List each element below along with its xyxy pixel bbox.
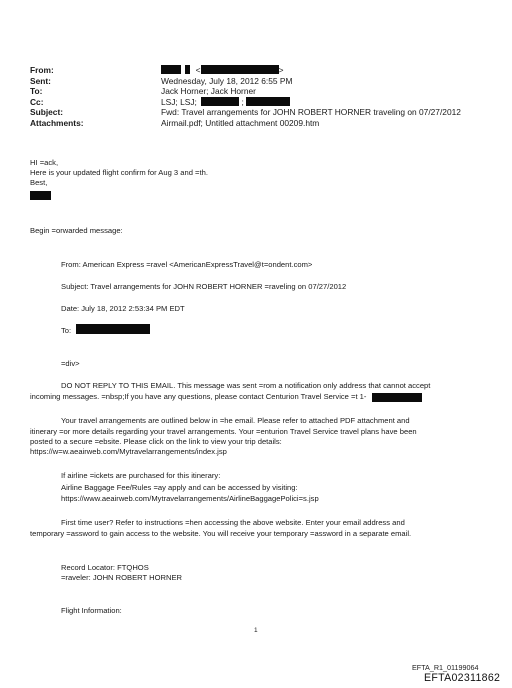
forwarded-to-label: To: bbox=[61, 326, 72, 335]
header-cc-row: Cc: LSJ; LSJ; ; bbox=[30, 97, 500, 108]
div-tag-text: =div> bbox=[61, 359, 80, 368]
sent-value: Wednesday, July 18, 2012 6:55 PM bbox=[161, 75, 293, 86]
email-header bbox=[30, 65, 500, 128]
header-to-row bbox=[30, 86, 500, 97]
sign-off-text: Best, bbox=[30, 178, 48, 187]
paragraph-3-line-1: If airline =ickets are purchased for this itinerary: bbox=[61, 471, 221, 480]
to-value: Jack Horner; Jack Horner bbox=[161, 86, 256, 96]
footer-large-id: EFTA02311862 bbox=[424, 672, 501, 684]
attachments-value: Airmail.pdf; Untitled attachment 00209.htm bbox=[161, 117, 320, 128]
begin-forwarded-text: Begin =orwarded message: bbox=[30, 226, 123, 235]
forwarded-subject-text: Subject: Travel arrangements for JOHN ROBERT HORNER =raveling on 07/27/2012 bbox=[61, 282, 347, 291]
subject-value: Fwd: Travel arrangements for JOHN ROBERT HORNER traveling on 07/27/2012 bbox=[161, 107, 461, 117]
intro-text: Here is your updated flight confirm for Aug 3 and =th. bbox=[30, 168, 208, 177]
from-bracket-close: > bbox=[278, 65, 284, 75]
header-attachments-row bbox=[30, 118, 500, 129]
traveler-text: =raveler: JOHN ROBERT HORNER bbox=[61, 573, 183, 582]
redaction-block bbox=[372, 393, 422, 402]
baggage-policy-link[interactable]: https://www.aeairweb.com/Mytravelarrangements/AirlineBaggagePolici=s.jsp bbox=[61, 494, 319, 503]
subject-label: Subject: bbox=[30, 107, 64, 117]
header-from-row bbox=[30, 65, 500, 76]
cc-label: Cc: bbox=[30, 96, 44, 107]
paragraph-1-line-1: DO NOT REPLY TO THIS EMAIL. This message was sent =rom a notification only address that cannot accept bbox=[61, 381, 431, 390]
redaction-block bbox=[185, 65, 190, 74]
redaction-block bbox=[30, 191, 51, 200]
to-label: To: bbox=[30, 86, 43, 96]
header-sent-row bbox=[30, 76, 500, 87]
redaction-block bbox=[76, 324, 150, 334]
paragraph-1-line-2: incoming messages. =nbsp;If you have any questions, please contact Centurion Travel Service =t 1- bbox=[30, 392, 367, 401]
paragraph-2-line-2: itinerary =or more details regarding your travel arrangements. Your =enturion Travel Service travel plans have been bbox=[30, 427, 417, 436]
greeting-text: HI =ack, bbox=[30, 158, 59, 167]
footer-small-id: EFTA_R1_01199064 bbox=[412, 663, 479, 672]
trip-details-link[interactable]: https://w=w.aeairweb.com/Mytravelarrangements/index.jsp bbox=[30, 447, 227, 456]
from-label: From: bbox=[30, 65, 54, 75]
forwarded-date-text: Date: July 18, 2012 2:53:34 PM EDT bbox=[61, 304, 185, 313]
paragraph-3-line-2: Airline Baggage Fee/Rules =ay apply and can be accessed by visiting: bbox=[61, 483, 298, 492]
sent-label: Sent: bbox=[30, 75, 51, 86]
redaction-block bbox=[246, 97, 290, 106]
paragraph-2-line-3: posted to a secure =ebsite. Please click on the link to view your trip details: bbox=[30, 437, 282, 446]
page-number: 1 bbox=[254, 627, 258, 634]
record-locator-text: Record Locator: FTQHOS bbox=[61, 563, 149, 572]
redaction-block bbox=[201, 97, 239, 106]
paragraph-2-line-1: Your travel arrangements are outlined below in =he email. Please refer to attached PDF attachment and bbox=[61, 416, 410, 425]
redaction-block bbox=[201, 65, 279, 74]
attachments-label: Attachments: bbox=[30, 117, 84, 128]
forwarded-from-text: From: American Express =ravel <AmericanExpressTravel@t=ondent.com> bbox=[61, 260, 313, 269]
header-subject-row bbox=[30, 107, 500, 118]
flight-information-text: Flight Information: bbox=[61, 606, 122, 615]
cc-value: LSJ; LSJ; bbox=[161, 96, 197, 107]
paragraph-4-line-2: temporary =assword to gain access to the website. You will receive your temporary =assword in a separate email. bbox=[30, 529, 412, 538]
redaction-block bbox=[161, 65, 181, 74]
paragraph-4-line-1: First time user? Refer to instructions =hen accessing the above website. Enter your email address and bbox=[61, 518, 405, 527]
from-bracket-open: < bbox=[195, 65, 201, 75]
